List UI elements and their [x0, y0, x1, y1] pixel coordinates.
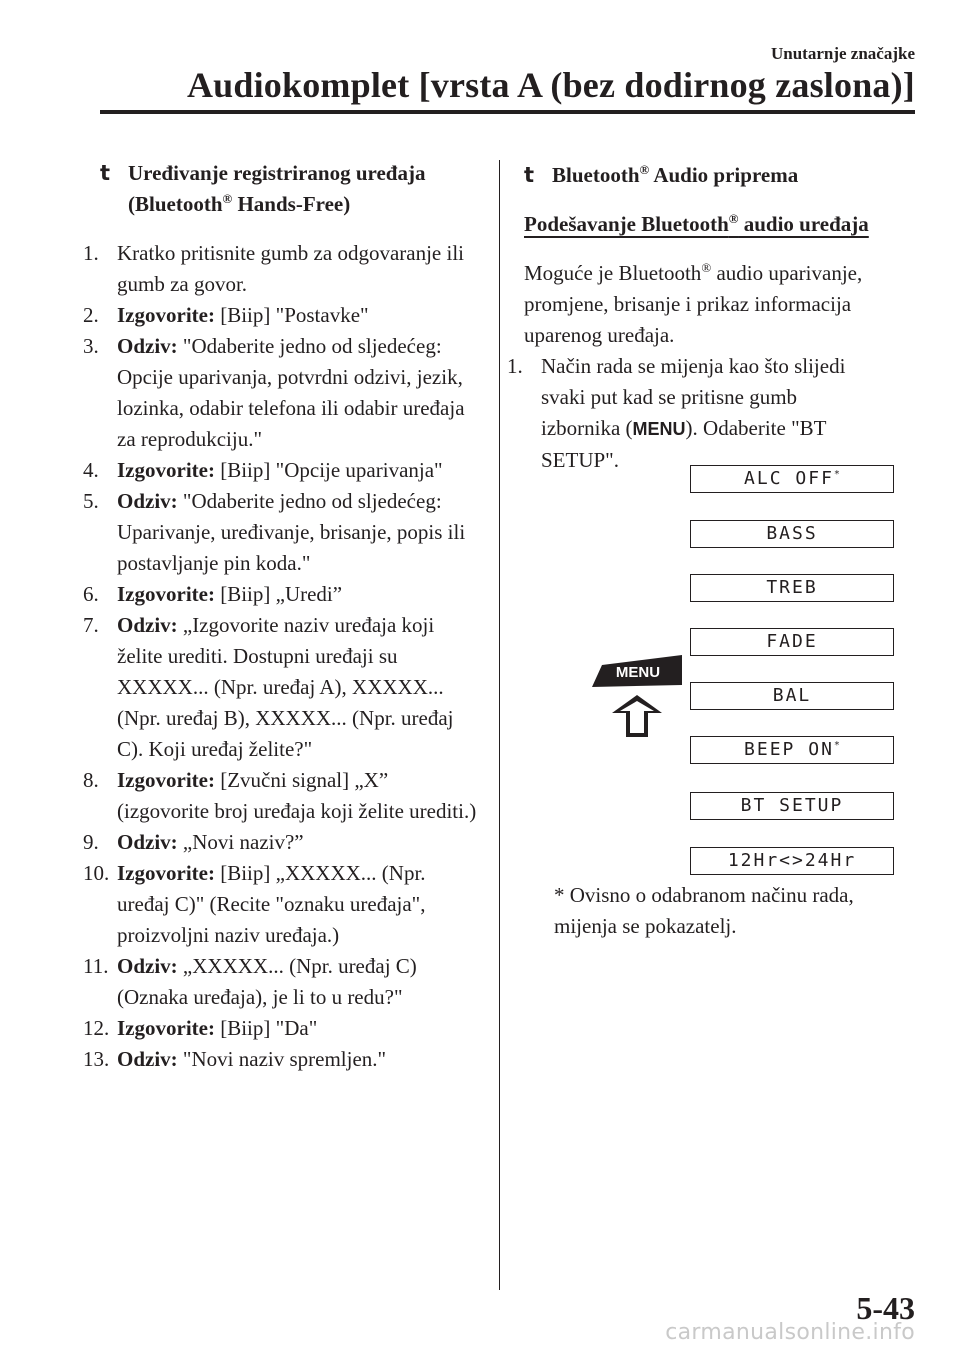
- display-fade: FADE: [690, 628, 894, 656]
- step-text: [Biip] "Postavke": [214, 303, 369, 327]
- list-item: [83, 1044, 480, 1075]
- step-label: Odziv:: [117, 1047, 178, 1071]
- step-label: Izgovorite:: [117, 768, 215, 792]
- step-text: [Biip] „Uredi”: [214, 582, 343, 606]
- step-label: Izgovorite:: [117, 1016, 215, 1040]
- menu-key-label: MENU: [632, 419, 686, 439]
- step-text: „Izgovorite naziv uređaja koji želite urediti. Dostupni uređaji su XXXXX... (Npr. uređaj A), XXXXX... (Npr. uređaj B), XXXXX... (Npr. uređaj C). Koji uređaj želite?": [117, 613, 454, 761]
- heading-line1: Uređivanje registriranog uređaja: [128, 161, 426, 185]
- list-item: [83, 1013, 480, 1044]
- sub-heading: Podešavanje Bluetooth® audio uređaja: [524, 211, 869, 236]
- step-label: Odziv:: [117, 830, 178, 854]
- display-treb: TREB: [690, 574, 894, 602]
- step-text: „Novi naziv?”: [177, 830, 304, 854]
- step-number: 7.: [83, 613, 99, 637]
- step-number: 9.: [83, 830, 99, 854]
- step-text: [Biip] „XXXXX... (Npr. uređaj C)" (Recite "oznaku uređaja", proizvoljni naziv uređaja.): [117, 861, 426, 947]
- right-column: [507, 160, 924, 476]
- step-number: 10.: [83, 861, 110, 885]
- step-text: [Biip] "Opcije uparivanja": [214, 458, 443, 482]
- step-number: 1.: [83, 241, 99, 265]
- list-item: [83, 486, 480, 579]
- menu-button-label: MENU: [615, 664, 661, 681]
- footnote: * Ovisno o odabranom načinu rada, mijenja se pokazatelj.: [554, 883, 854, 938]
- heading-line2: (Bluetooth® Hands-Free): [128, 191, 351, 216]
- step-text: „XXXXX... (Npr. uređaj C) (Oznaka uređaja), je li to u redu?": [117, 954, 417, 1009]
- steps-list: [83, 238, 480, 1075]
- step-label: Odziv:: [117, 954, 178, 978]
- list-item: [83, 827, 480, 858]
- column-divider: [499, 160, 500, 1290]
- step-text: [Biip] "Da": [214, 1016, 318, 1040]
- step-number: 5.: [83, 489, 99, 513]
- list-item: 1. Način rada se mijenja kao što slijedi svaki put kad se pritisne gumb izbornika (MENU). Odaberite "BT SETUP".: [507, 354, 846, 472]
- bullet-icon: t: [524, 163, 535, 187]
- list-item: [83, 858, 480, 951]
- step-label: Odziv:: [117, 613, 178, 637]
- list-item: [83, 238, 480, 300]
- left-column: [83, 158, 480, 1075]
- display-bal: BAL: [690, 682, 894, 710]
- step-text: Kratko pritisnite gumb za odgovaranje ili gumb za govor.: [117, 241, 464, 296]
- list-item: [83, 300, 480, 331]
- heading-bt-audio: t Bluetooth® Audio priprema: [524, 160, 924, 191]
- list-item: [83, 455, 480, 486]
- list-item: [83, 951, 480, 1013]
- display-bt-setup: BT SETUP: [690, 792, 894, 820]
- watermark: carmanualsonline.info: [665, 1320, 915, 1345]
- steps-list-right: [507, 351, 864, 476]
- step-number: 3.: [83, 334, 99, 358]
- intro-paragraph: Moguće je Bluetooth® audio uparivanje, promjene, brisanje i prikaz informacija uparenog uređaja.: [524, 260, 863, 347]
- step-number: 13.: [83, 1047, 110, 1071]
- step-label: Odziv:: [117, 334, 178, 358]
- list-item: [83, 579, 480, 610]
- step-number: 12.: [83, 1016, 110, 1040]
- heading-edit-device: [100, 158, 480, 220]
- bullet-icon: t: [100, 161, 111, 185]
- step-label: Izgovorite:: [117, 582, 215, 606]
- display-bass: BASS: [690, 520, 894, 548]
- step-number: 6.: [83, 582, 99, 606]
- list-item: [83, 331, 480, 455]
- step-label: Izgovorite:: [117, 861, 215, 885]
- step-number: 4.: [83, 458, 99, 482]
- step-label: Izgovorite:: [117, 303, 215, 327]
- display-beep-on: BEEP ON*: [690, 736, 894, 764]
- step-number: 11.: [83, 954, 109, 978]
- page-number: 5-43: [856, 1290, 915, 1326]
- step-text: "Odaberite jedno od sljedećeg: Opcije uparivanja, potvrdni odzivi, jezik, lozinka, odabir telefona ili odabir uređaja za reprodukciju.": [117, 334, 465, 451]
- step-text: "Novi naziv spremljen.": [177, 1047, 387, 1071]
- step-number: 2.: [83, 303, 99, 327]
- header-rule: [100, 110, 915, 114]
- step-text: "Odaberite jedno od sljedećeg: Uparivanje, uređivanje, brisanje, popis ili postavljanje pin koda.": [117, 489, 466, 575]
- display-12h-24h: 12Hr<>24Hr: [690, 847, 894, 875]
- list-item: [83, 610, 480, 765]
- step-text: [Zvučni signal] „X” (izgovorite broj uređaja koji želite urediti.): [117, 768, 477, 823]
- menu-button-press-icon: [590, 655, 685, 745]
- step-number: 8.: [83, 768, 99, 792]
- display-alc-off: ALC OFF*: [690, 465, 894, 493]
- section-label: Unutarnje značajke: [770, 44, 915, 63]
- list-item: [83, 765, 480, 827]
- step-label: Izgovorite:: [117, 458, 215, 482]
- page-title: Audiokomplet [vrsta A (bez dodirnog zaslona)]: [186, 65, 915, 105]
- step-label: Odziv:: [117, 489, 178, 513]
